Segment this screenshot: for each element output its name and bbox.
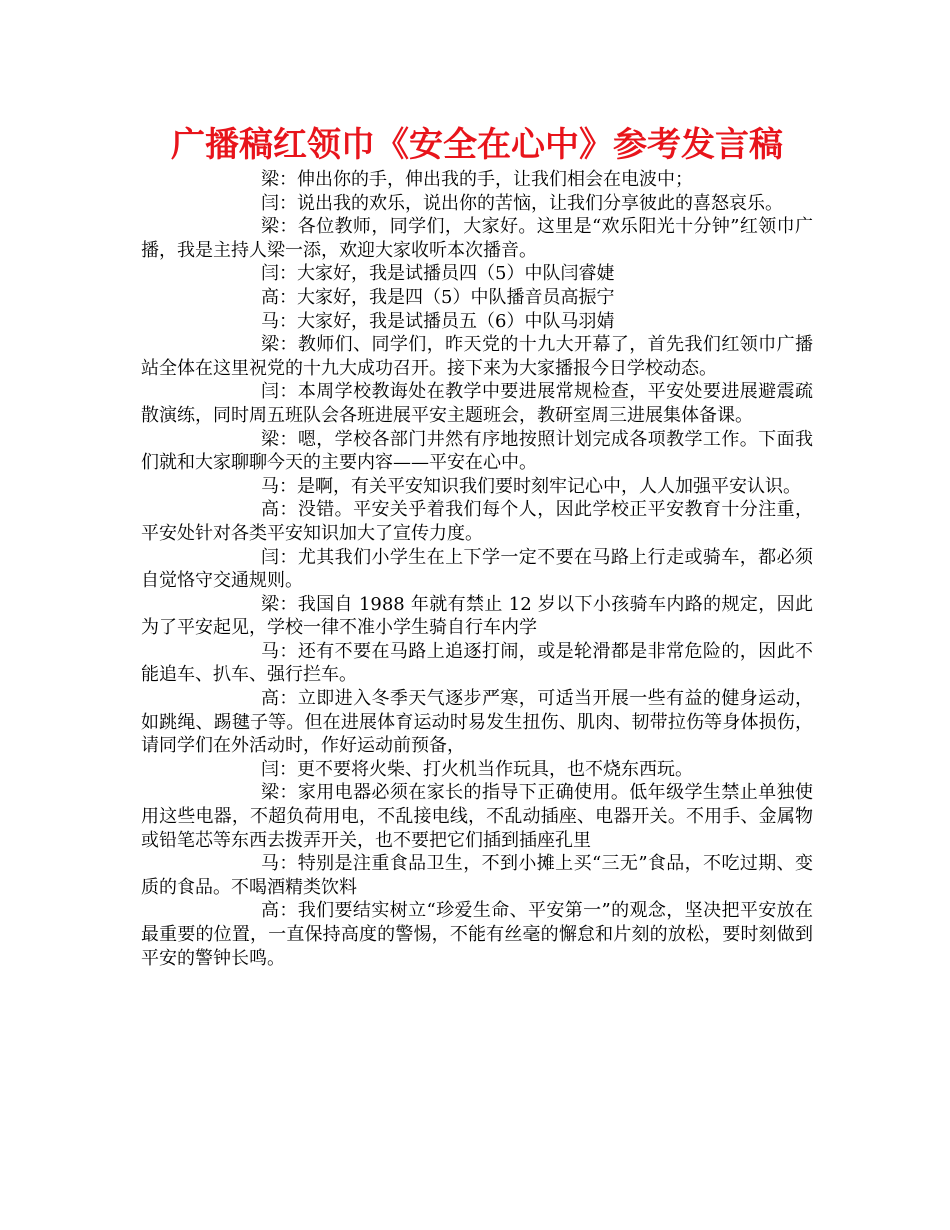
- paragraph: 马：还有不要在马路上追逐打闹，或是轮滑都是非常危险的，因此不能追车、扒车、强行拦车。: [141, 640, 813, 686]
- document-page: [141, 122, 813, 970]
- paragraph: 梁：伸出你的手，伸出我的手，让我们相会在电波中；: [261, 169, 693, 190]
- paragraph: 梁：嗯，学校各部门井然有序地按照计划完成各项教学工作。下面我们就和大家聊聊今天的主要内容——平安在心中。: [141, 428, 813, 474]
- paragraph: 高：大家好，我是四（5）中队播音员高振宁: [261, 286, 615, 308]
- paragraph: 梁：家用电器必须在家长的指导下正确使用。低年级学生禁止单独使用这些电器，不超负荷用电，不乱接电线，不乱动插座、电器开关。不用手、金属物或铅笔芯等东西去拨弄开关，也不要把它们插到插座孔里: [141, 782, 813, 851]
- paragraph: 梁：教师们、同学们，昨天党的十九大开幕了，首先我们红领巾广播站全体在这里祝党的十九大成功召开。接下来为大家播报今日学校动态。: [141, 334, 813, 379]
- paragraph: 闫：更不要将火柴、打火机当作玩具，也不烧东西玩。: [261, 758, 693, 780]
- paragraph: 闫：本周学校教诲处在教学中要进展常规检查，平安处要进展避震疏散演练，同时周五班队会各班进展平安主题班会，教研室周三进展集体备课。: [141, 381, 813, 426]
- document-title: 广播稿红领巾《安全在心中》参考发言稿: [171, 125, 783, 165]
- paragraph: 梁：我国自 1988 年就有禁止 12 岁以下小孩骑车内路的规定，因此为了平安起见，学校一律不准小学生骑自行车内学: [141, 593, 813, 639]
- paragraph: 马：是啊，有关平安知识我们要时刻牢记心中，人人加强平安认识。: [261, 475, 801, 497]
- paragraph: 高：我们要结实树立“珍爱生命、平安第一”的观念，坚决把平安放在最重要的位置，一直保持高度的警惕，不能有丝毫的懈怠和片刻的放松，要时刻做到平安的警钟长鸣。: [141, 900, 813, 969]
- paragraph: 马：特别是注重食品卫生，不到小摊上买“三无”食品，不吃过期、变质的食品。不喝酒精类饮料: [141, 853, 813, 898]
- paragraph: 高：立即进入冬季天气逐步严寒，可适当开展一些有益的健身运动，如跳绳、踢毽子等。但在进展体育运动时易发生扭伤、肌肉、韧带拉伤等身体损伤，请同学们在外活动时，作好运动前预备，: [141, 688, 813, 757]
- paragraph: 高：没错。平安关乎着我们每个人，因此学校正平安教育十分注重，平安处针对各类平安知识加大了宣传力度。: [141, 499, 813, 544]
- document-body: [141, 168, 813, 970]
- paragraph: 闫：说出我的欢乐，说出你的苦恼，让我们分享彼此的喜怒哀乐。: [261, 192, 783, 214]
- paragraph: 闫：大家好，我是试播员四（5）中队闫睿婕: [261, 263, 615, 285]
- paragraph: 马：大家好，我是试播员五（6）中队马羽婧: [261, 310, 615, 332]
- paragraph: 闫：尤其我们小学生在上下学一定不要在马路上行走或骑车，都必须自觉恪守交通规则。: [141, 546, 813, 592]
- paragraph: 梁：各位教师，同学们，大家好。这里是“欢乐阳光十分钟”红领巾广播，我是主持人梁一添，欢迎大家收听本次播音。: [141, 216, 813, 261]
